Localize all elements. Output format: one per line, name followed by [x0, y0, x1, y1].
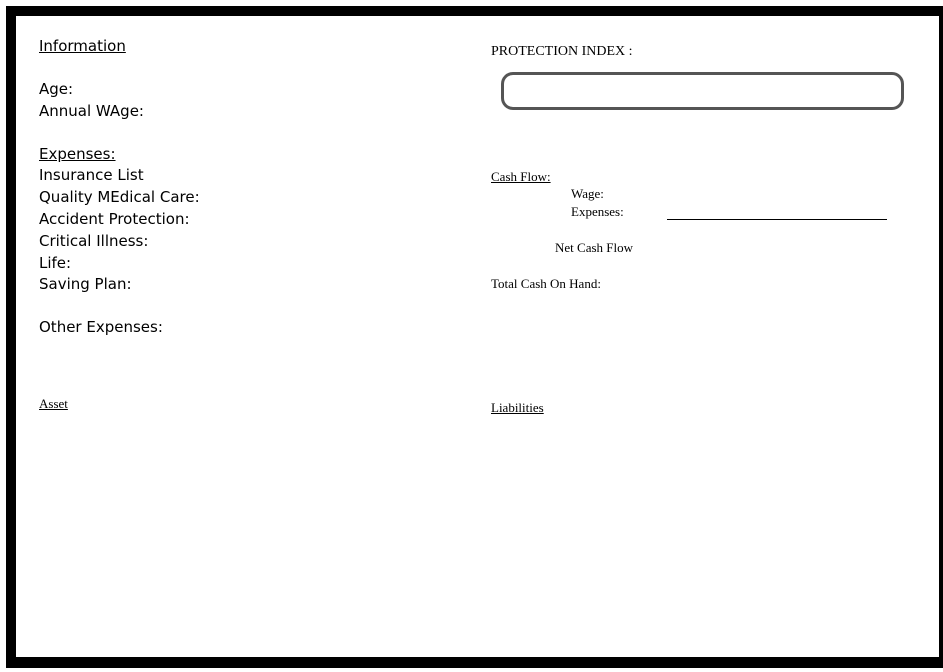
critical-illness-label: Critical Illness:: [39, 232, 149, 250]
insurance-list-label: Insurance List: [39, 166, 144, 184]
net-cash-flow-label: Net Cash Flow: [555, 240, 633, 255]
total-cash-on-hand-label: Total Cash On Hand:: [491, 276, 601, 291]
expenses-underline: [667, 219, 887, 220]
cash-flow-heading: Cash Flow:: [491, 169, 551, 184]
annual-wage-label: Annual WAge:: [39, 102, 144, 120]
age-label: Age:: [39, 80, 74, 98]
liabilities-heading: Liabilities: [491, 400, 544, 415]
other-expenses-label: Other Expenses:: [39, 318, 163, 336]
accident-protection-label: Accident Protection:: [39, 210, 190, 228]
quality-medical-care-label: Quality MEdical Care:: [39, 188, 200, 206]
wage-label: Wage:: [571, 186, 604, 201]
protection-index-box: [501, 72, 904, 110]
saving-plan-label: Saving Plan:: [39, 275, 132, 293]
asset-heading: Asset: [39, 396, 68, 411]
expenses-label: Expenses:: [571, 204, 624, 219]
life-label: Life:: [39, 254, 72, 272]
information-heading: Information: [39, 37, 126, 55]
protection-index-label: PROTECTION INDEX :: [491, 44, 633, 59]
expenses-heading: Expenses:: [39, 145, 116, 163]
